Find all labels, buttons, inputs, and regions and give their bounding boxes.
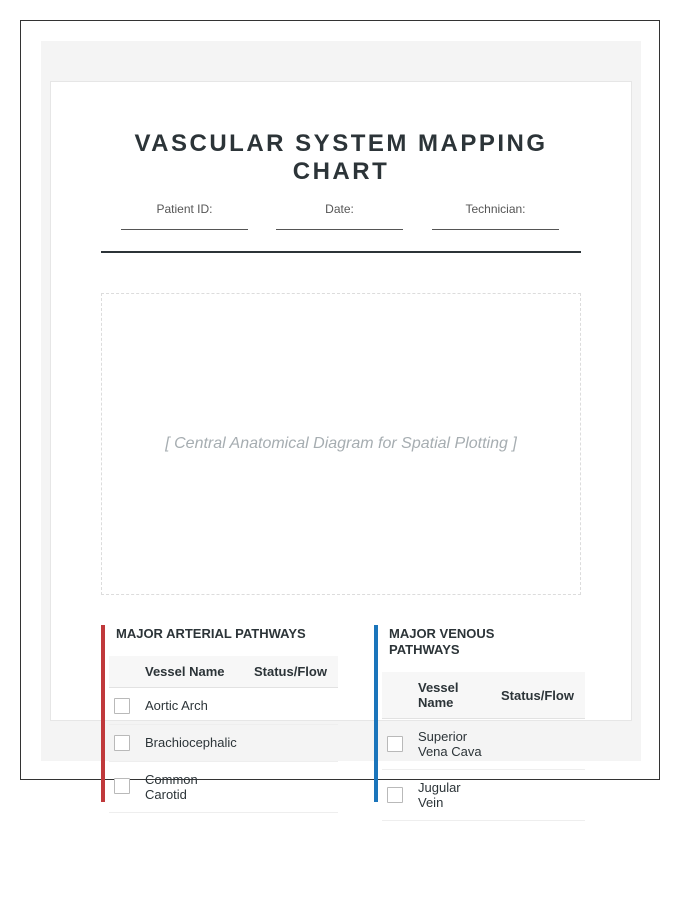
row-checkbox[interactable] [114,735,130,751]
arterial-col-vessel-name: Vessel Name [145,664,225,679]
row-checkbox[interactable] [387,736,403,752]
venous-pathways-section [374,625,581,810]
arterial-table-header [109,656,338,688]
patient-id-label: Patient ID: [156,202,213,216]
date-label: Date: [325,202,354,216]
diagram-placeholder-text: [ Central Anatomical Diagram for Spatial Plotting ] [165,435,517,452]
anatomical-diagram-area[interactable] [101,293,581,595]
vessel-name: Common Carotid [145,772,198,802]
table-row [109,688,338,725]
venous-table-header [382,672,585,719]
header-divider [101,251,581,253]
table-row [109,725,338,762]
chart-title: VASCULAR SYSTEM MAPPING CHART [134,130,548,185]
venous-col-vessel-name: Vessel Name [418,680,459,710]
row-checkbox[interactable] [114,698,130,714]
table-row [382,770,585,821]
table-row [109,762,338,813]
venous-section-title: MAJOR VENOUS PATHWAYS [389,626,495,657]
row-checkbox[interactable] [114,778,130,794]
patient-id-field[interactable] [121,202,248,230]
vessel-name: Superior Vena Cava [418,729,482,759]
vessel-name: Jugular Vein [418,780,461,810]
technician-field[interactable] [432,202,559,230]
vessel-name: Aortic Arch [145,698,208,713]
venous-col-status: Status/Flow [501,688,574,703]
arterial-col-status: Status/Flow [254,664,327,679]
technician-label: Technician: [465,202,526,216]
row-checkbox[interactable] [387,787,403,803]
table-row [382,719,585,770]
arterial-pathways-section [101,625,334,802]
date-field[interactable] [276,202,403,230]
arterial-section-title: MAJOR ARTERIAL PATHWAYS [116,626,306,641]
vessel-name: Brachiocephalic [145,735,237,750]
